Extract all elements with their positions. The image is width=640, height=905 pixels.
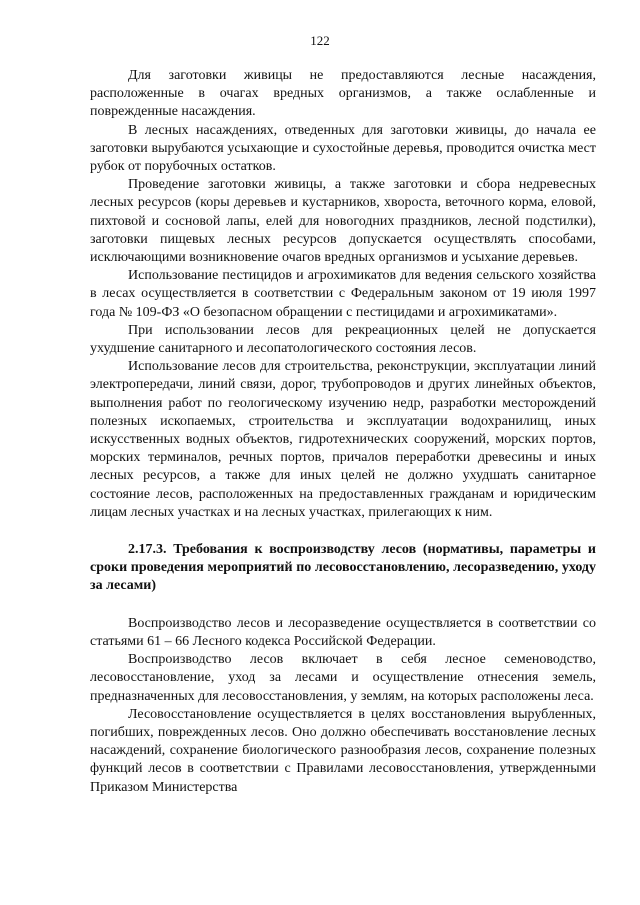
page-number: 122 <box>310 33 330 48</box>
paragraph-recreation: При использовании лесов для рекреационных целей не допускается ухудшение санитарного и лесопатологического состояния лесов. <box>90 322 596 357</box>
paragraph-resin-exclusion: Для заготовки живицы не предоставляются лесные насаждения, расположенные в очагах вредных организмов, а также ослабленные и поврежденные насаждения. <box>90 68 596 120</box>
paragraph-reforestation: Лесовосстановление осуществляется в целях восстановления вырубленных, погибших, поврежденных лесов. Оно должно обеспечивать восстановление лесных насаждений, сохранение биологического разнообразия лесов, сохранение полезных функций лесов в соответствии с Правилами лесовосстановления, утвержденными Приказом Министерства <box>90 706 596 795</box>
page-body <box>90 67 596 797</box>
paragraph-reproduction-basis: Воспроизводство лесов и лесоразведение осуществляется в соответствии со статьями 61 – 66 Лесного кодекса Российской Федерации. <box>90 615 596 649</box>
paragraph-reproduction-includes: Воспроизводство лесов включает в себя лесное семеноводство, лесовосстановление, уход за лесами и осуществление отнесения земель, предназначенных для лесовосстановления, у землям, на которых расположены леса. <box>90 652 596 704</box>
paragraph-non-timber-resources: Проведение заготовки живицы, а также заготовки и сбора недревесных лесных ресурсов (коры деревьев и кустарников, хвороста, веточного корма, еловой, пихтовой и сосновой лапы, елей для новогодних праздников, лесной подстилки), заготовки пищевых лесных ресурсов допускается осуществлять способами, исключающими возникновение очагов вредных организмов и усыхание деревьев. <box>90 177 596 266</box>
paragraph-pesticides: Использование пестицидов и агрохимикатов для ведения сельского хозяйства в лесах осуществляется в соответствии с Федеральным законом от 19 июля 1997 года № 109-ФЗ «О безопасном обращении с пестицидами и агрохимикатами». <box>90 268 596 320</box>
section-heading: 2.17.3. Требования к воспроизводству лесов (нормативы, параметры и сроки проведения мероприятий по лесовосстановлению, лесоразведению, уходу за лесами) <box>90 542 596 594</box>
paragraph-construction-use: Использование лесов для строительства, реконструкции, эксплуатации линий электропередачи, линий связи, дорог, трубопроводов и других линейных объектов, выполнения работ по геологическому изучению недр, разработки месторождений полезных ископаемых, строительства и эксплуатации водохранилищ, иных искусственных водных объектов, гидротехнических сооружений, морских портов, морских терминалов, речных портов, причалов переработки древесины и иных лесных ресурсов, а также для иных целей не должно ухудшать санитарное состояние лесов, расположенных на предоставленных гражданам и юридическим лицам лесных участках и на лесных участках, прилегающих к ним. <box>90 359 596 520</box>
paragraph-resin-preparation: В лесных насаждениях, отведенных для заготовки живицы, до начала ее заготовки вырубаются усыхающие и сухостойные деревья, проводится очистка мест рубок от порубочных остатков. <box>90 122 596 175</box>
